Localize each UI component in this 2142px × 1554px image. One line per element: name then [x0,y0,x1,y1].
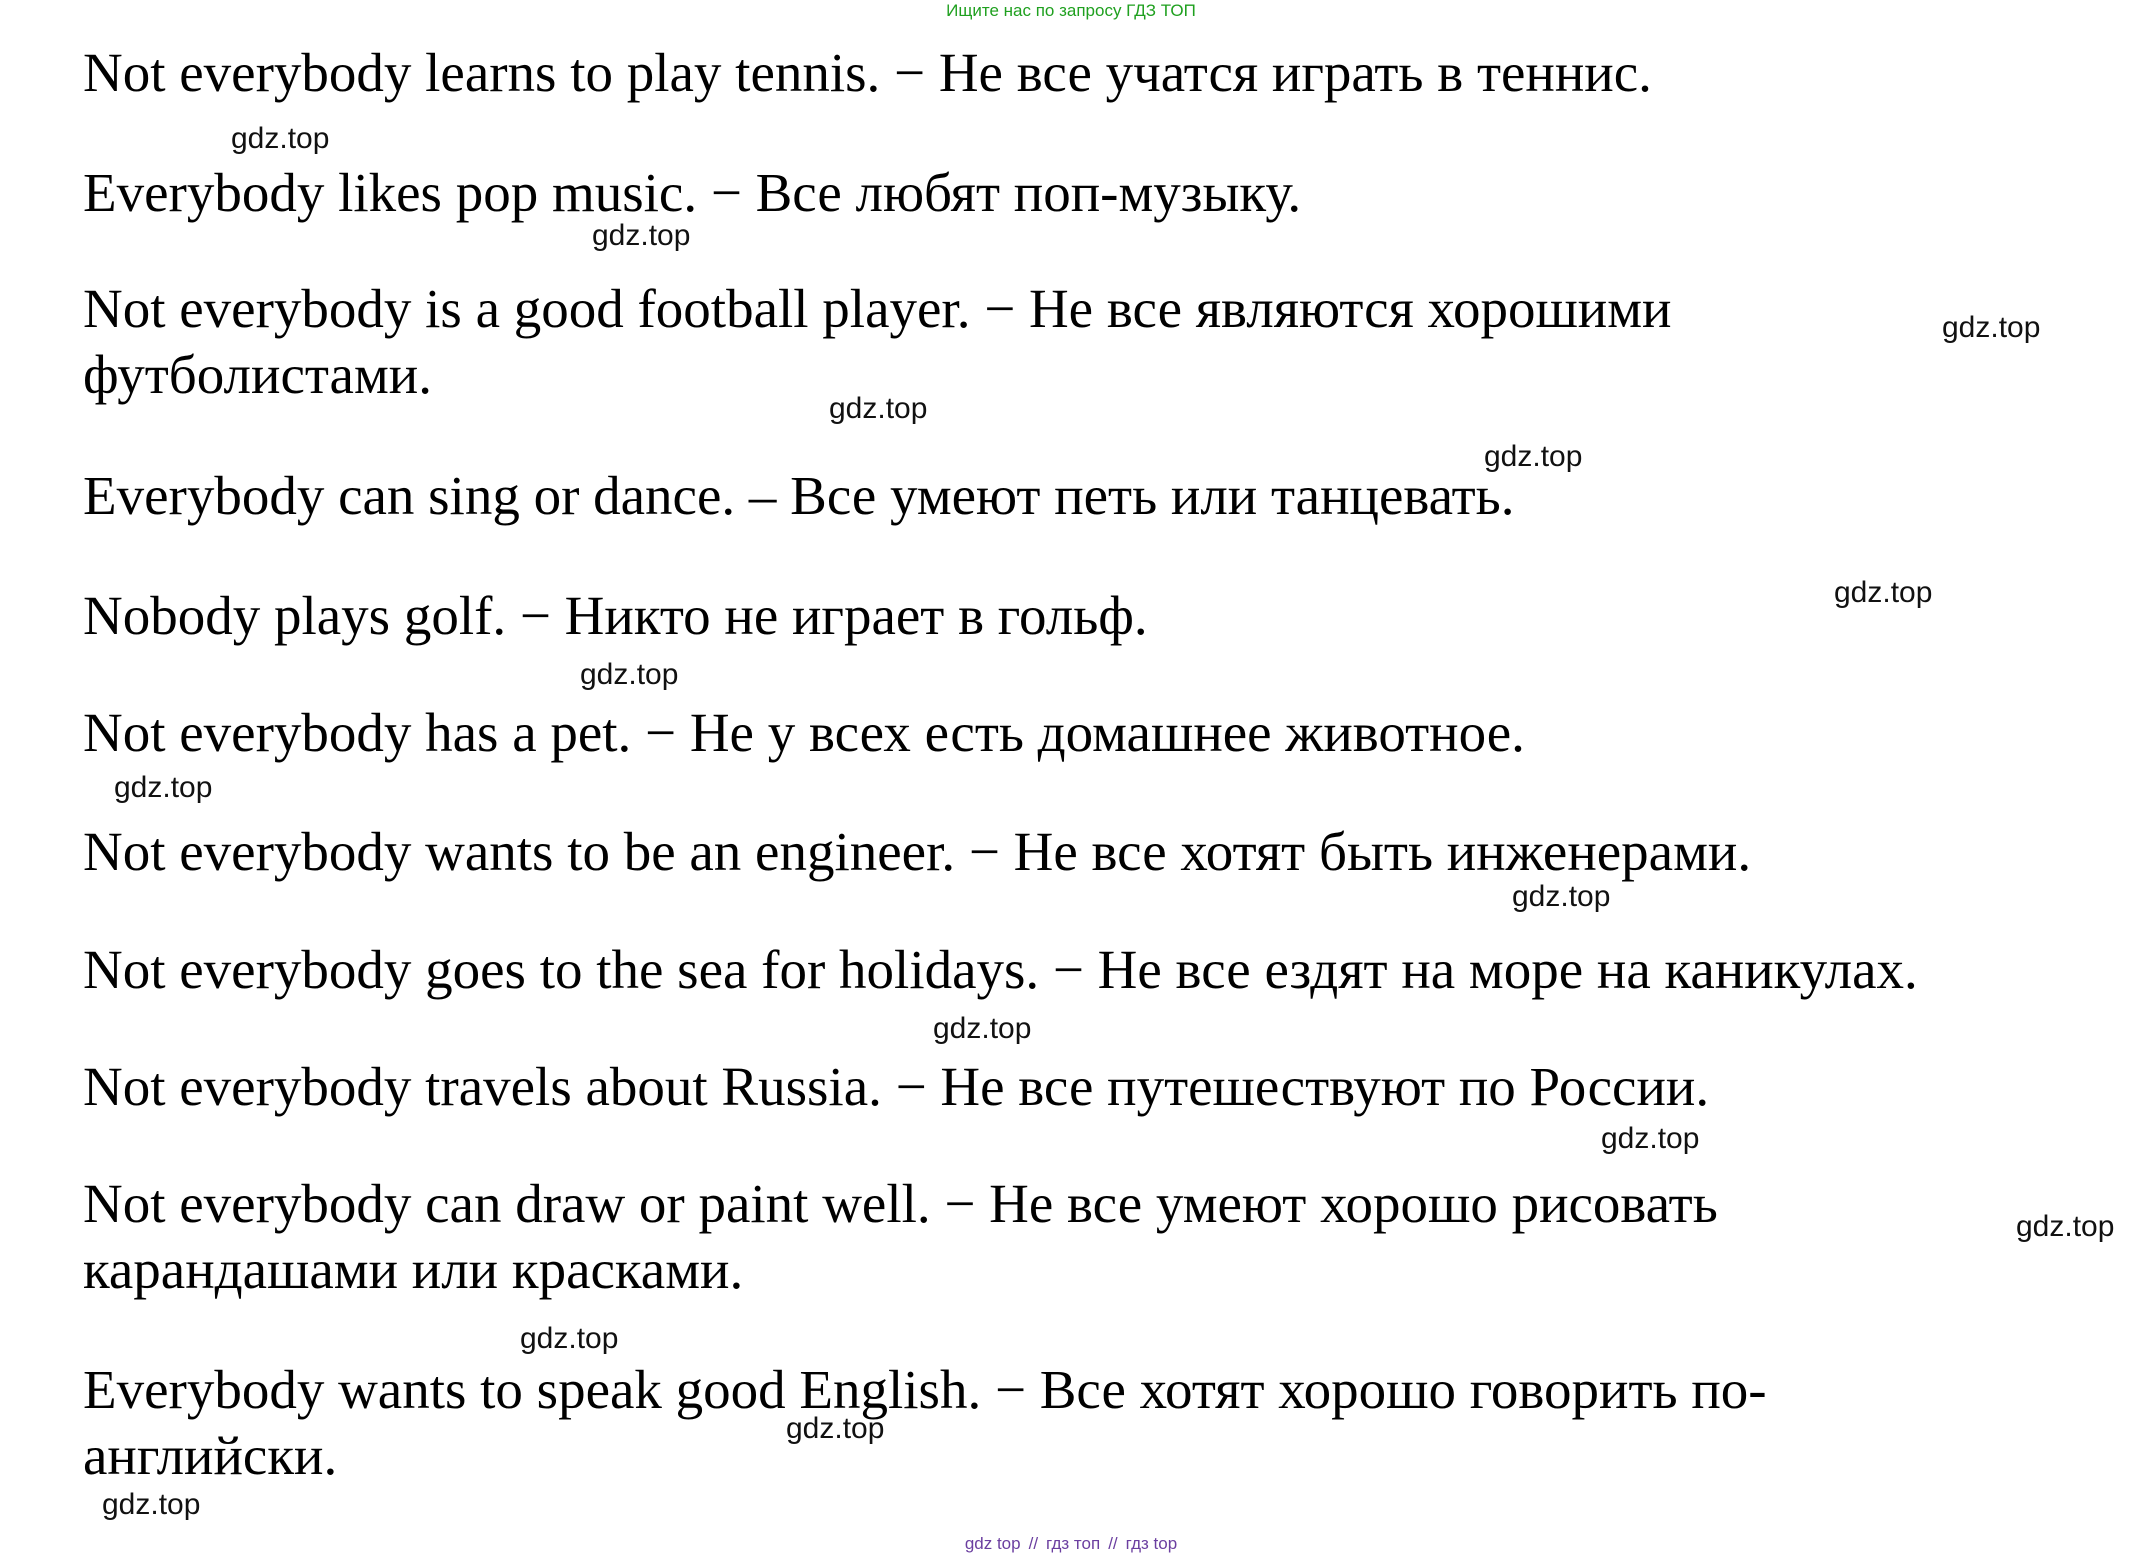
watermark-label: gdz.top [829,392,928,425]
sentence-1 [83,40,2073,106]
watermark-label: gdz.top [1512,880,1611,913]
sentence-9 [83,1054,2073,1120]
watermark-label: gdz.top [933,1012,1032,1045]
watermark-label: gdz.top [102,1488,201,1521]
sentence-11 [83,1357,2073,1489]
sentence-line: Everybody likes pop music. − Все любят поп-музыку. [83,162,1302,223]
sentence-2 [83,160,2073,226]
watermark-label: gdz.top [786,1412,885,1445]
footer-note [0,1534,2142,1554]
footer-part: gdz top [964,1534,1021,1553]
sentence-line-continued: футболистами. [83,344,432,405]
sentence-6 [83,700,2073,766]
sentence-line-continued: карандашами или красками. [83,1239,744,1300]
sentence-line: Everybody can sing or dance. – Все умеют петь или танцевать. [83,465,1515,526]
watermark-label: gdz.top [1484,440,1583,473]
watermark-label: gdz.top [2016,1210,2115,1243]
sentence-8 [83,937,2073,1003]
watermark-label: gdz.top [1601,1122,1700,1155]
sentence-line: Not everybody can draw or paint well. − Не все умеют хорошо рисовать [83,1173,1718,1234]
sentence-3 [83,276,2073,408]
watermark-label: gdz.top [1834,576,1933,609]
watermark-label: gdz.top [580,658,679,691]
footer-part: гдз топ [1046,1534,1101,1553]
sentence-line: Not everybody travels about Russia. − Не все путешествуют по России. [83,1056,1710,1117]
sentence-line: Everybody wants to speak good English. − Все хотят хорошо говорить по- [83,1359,1767,1420]
sentence-line: Not everybody wants to be an engineer. − Не все хотят быть инженерами. [83,821,1752,882]
watermark-label: gdz.top [1942,311,2041,344]
sentence-line-continued: английски. [83,1425,338,1486]
footer-separator: // [1028,1534,1039,1553]
sentence-line: Not everybody is a good football player. − Не все являются хорошими [83,278,1672,339]
sentence-line: Nobody plays golf. − Никто не играет в гольф. [83,585,1148,646]
sentence-line: Not everybody learns to play tennis. − Не все учатся играть в теннис. [83,42,1652,103]
sentence-line: Not everybody has a pet. − Не у всех есть домашнее животное. [83,702,1525,763]
watermark-label: gdz.top [520,1322,619,1355]
sentence-10 [83,1171,2073,1303]
footer-separator: // [1108,1534,1118,1553]
footer-part: гдз top [1125,1534,1178,1553]
sentence-7 [83,819,2073,885]
watermark-label: gdz.top [592,219,691,252]
sentence-line: Not everybody goes to the sea for holidays. − Не все ездят на море на каникулах. [83,939,1918,1000]
watermark-label: gdz.top [231,122,330,155]
sentence-5 [83,583,2073,649]
sentence-4 [83,463,2073,529]
watermark-label: gdz.top [114,771,213,804]
header-note: Ищите нас по запросу ГДЗ ТОП [946,1,1196,20]
